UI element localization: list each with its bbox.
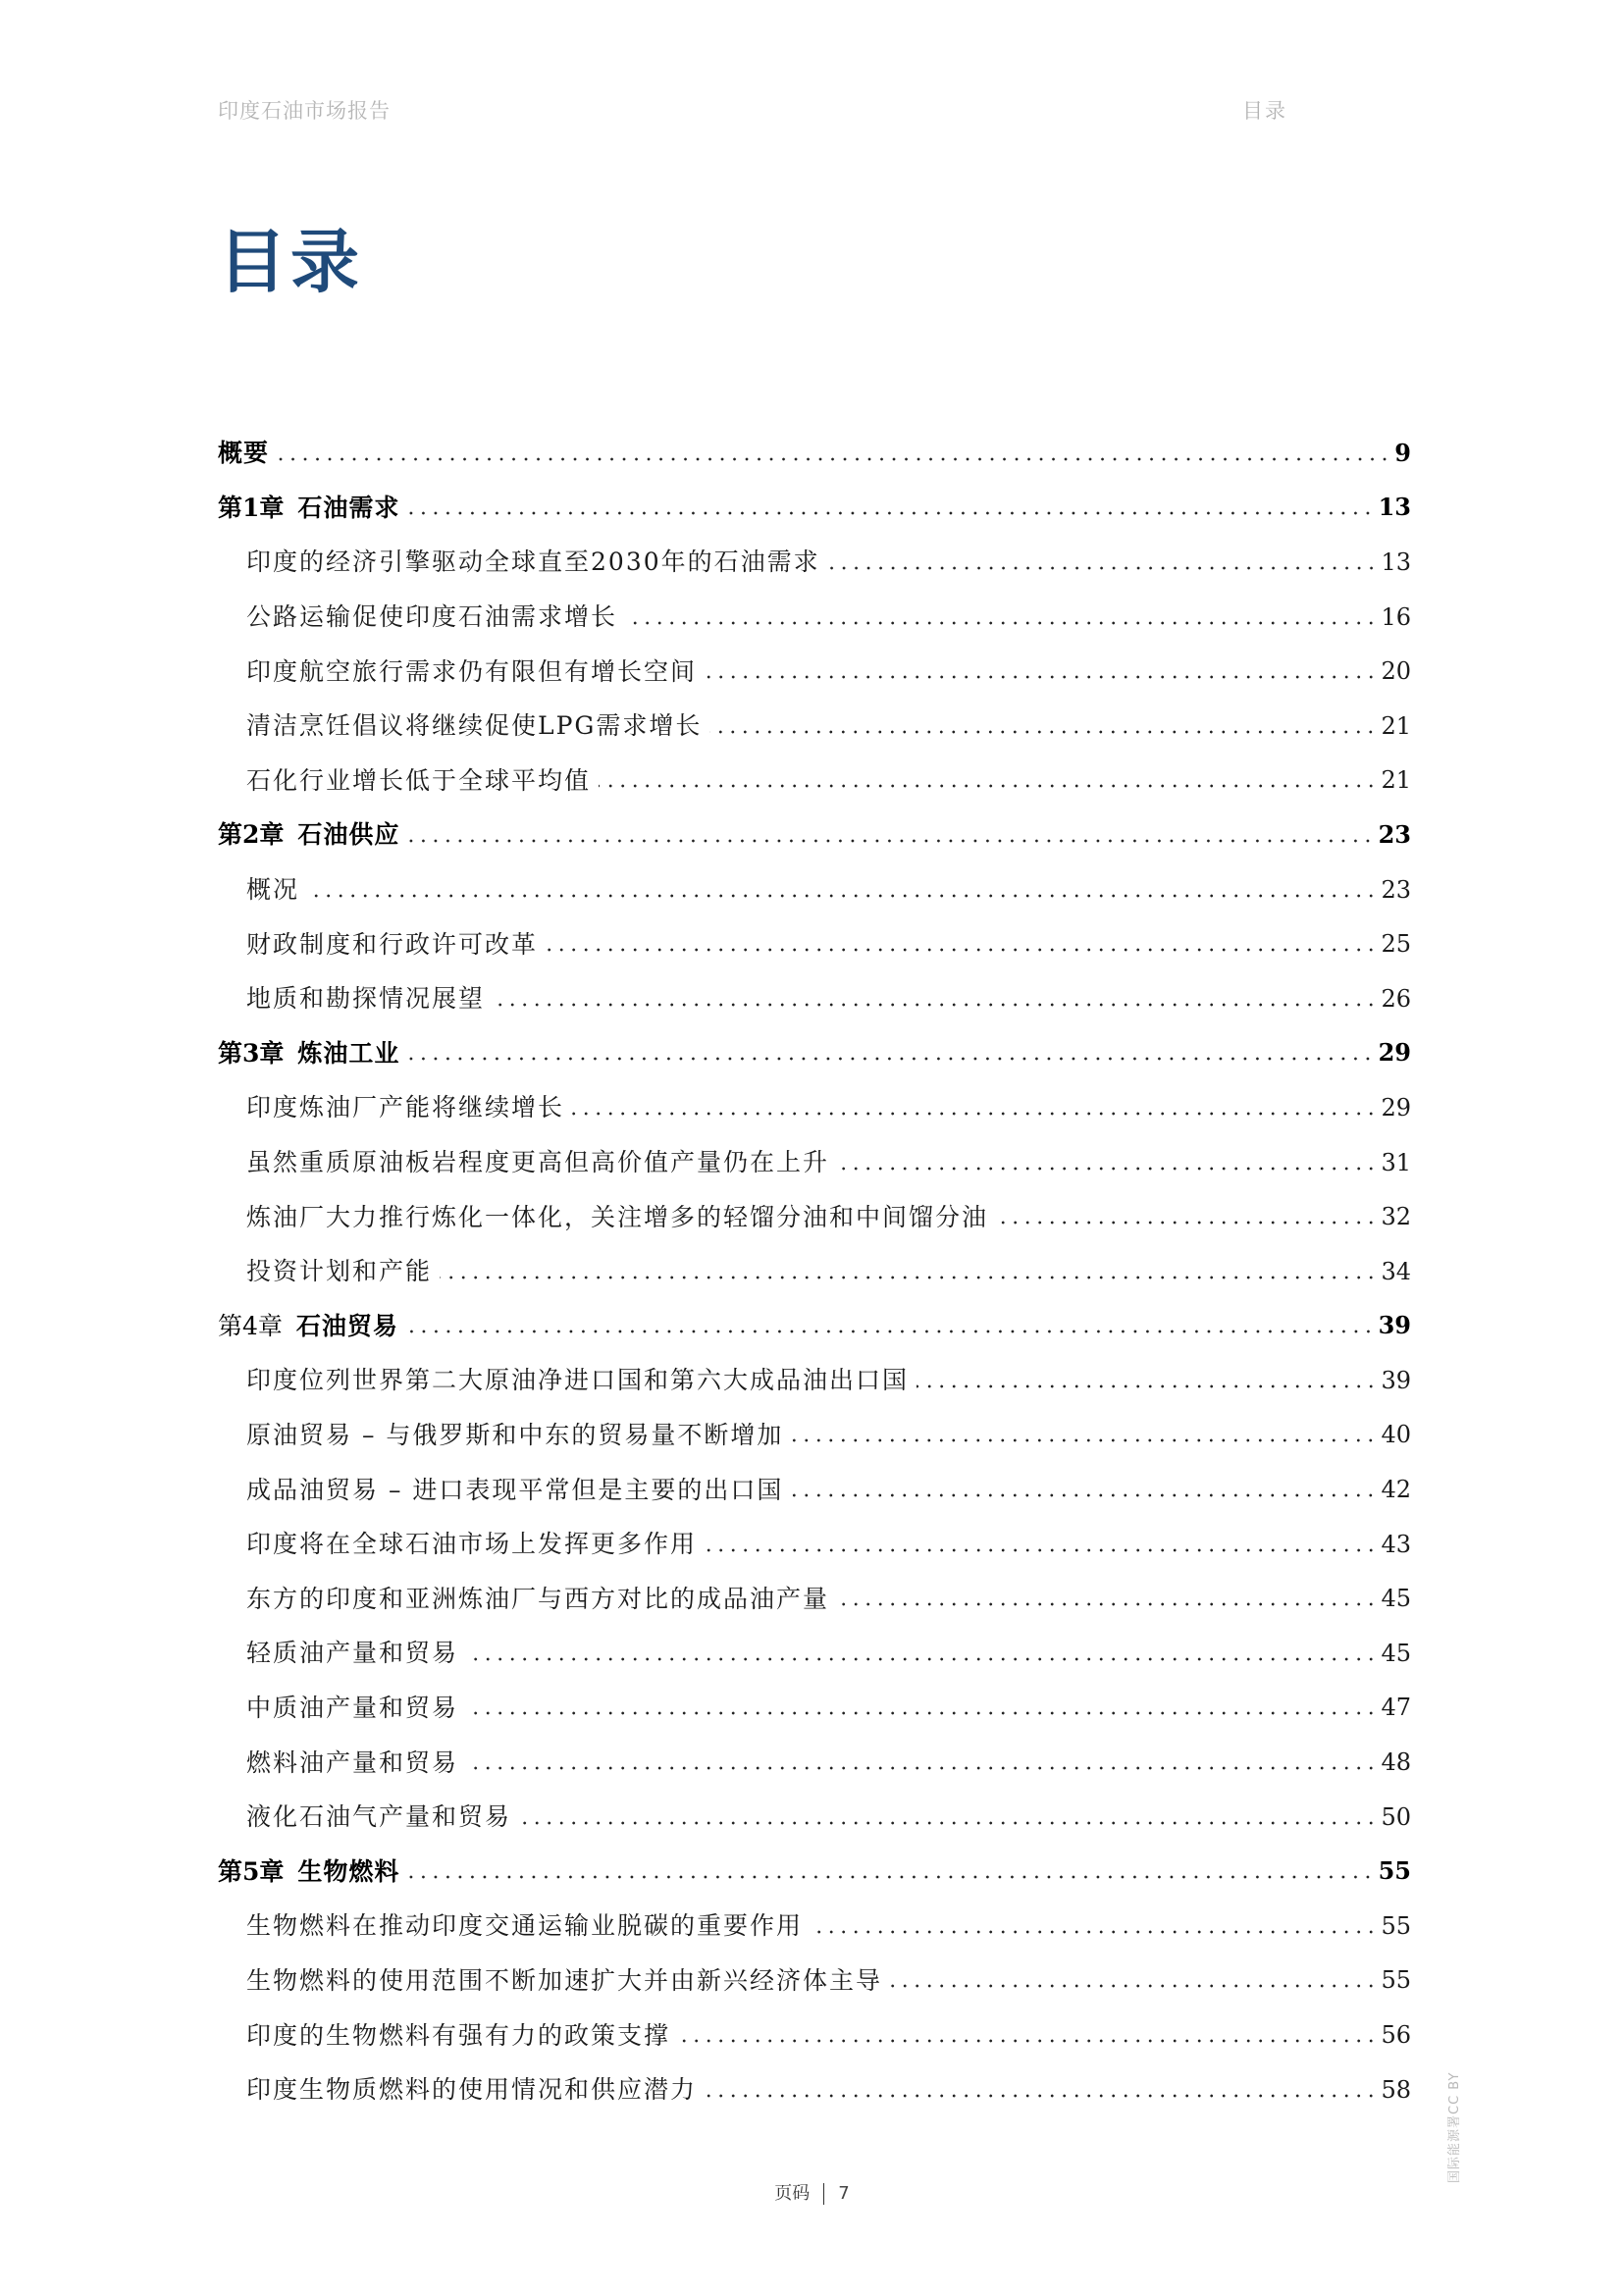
toc-section-entry[interactable] — [218, 535, 1411, 590]
dot-leader — [811, 1929, 1377, 1935]
section-title: 印度炼油厂产能将继续增长 — [246, 1093, 565, 1122]
section-title: 石化行业增长低于全球平均值 — [246, 765, 592, 795]
toc-entry-label — [246, 875, 300, 905]
chapter-number: 第4章 — [218, 1311, 283, 1340]
chapter-number: 第3章 — [218, 1038, 285, 1068]
section-title: 印度将在全球石油市场上发挥更多作用 — [246, 1530, 698, 1559]
toc-section-entry[interactable] — [218, 971, 1411, 1026]
dot-leader — [407, 838, 1374, 844]
toc-entry-label — [218, 493, 400, 522]
toc-section-entry[interactable] — [218, 1790, 1411, 1845]
dot-leader — [705, 2093, 1377, 2099]
dot-leader — [837, 1166, 1377, 1172]
toc-entry-label — [246, 548, 820, 577]
section-title: 液化石油气产量和贸易 — [246, 1802, 512, 1832]
chapter-title: 石油需求 — [297, 493, 400, 522]
toc-page-number[interactable]: 20 — [1381, 657, 1411, 686]
chapter-number: 第5章 — [218, 1856, 285, 1886]
toc-entry-label — [246, 1475, 784, 1504]
toc-chapter-entry[interactable] — [218, 481, 1411, 536]
toc-page-number[interactable]: 55 — [1378, 1856, 1411, 1886]
toc-entry-label — [218, 1856, 400, 1886]
footer-divider — [823, 2183, 824, 2205]
toc-entry-label — [218, 1038, 400, 1068]
section-title: 燃料油产量和贸易 — [246, 1747, 459, 1777]
toc-page-number[interactable]: 45 — [1381, 1585, 1411, 1613]
dot-leader — [705, 674, 1377, 680]
toc-section-entry[interactable] — [218, 1954, 1411, 2008]
toc-entry-label — [246, 1366, 910, 1395]
section-title: 地质和勘探情况展望 — [246, 984, 486, 1014]
dot-leader — [546, 947, 1377, 953]
section-title: 印度的生物燃料有强有力的政策支撑 — [246, 2020, 671, 2050]
dot-leader — [407, 1056, 1374, 1062]
toc-entry-label — [246, 1202, 989, 1231]
toc-entry-label — [246, 602, 618, 632]
toc-section-entry[interactable] — [218, 699, 1411, 754]
toc-page-number[interactable]: 9 — [1394, 438, 1411, 467]
dot-leader — [466, 1656, 1377, 1662]
toc-entry-label — [246, 1095, 564, 1120]
toc-page-number[interactable]: 26 — [1381, 984, 1411, 1013]
chapter-number: 第2章 — [218, 820, 285, 850]
dot-leader — [837, 1601, 1377, 1607]
toc-section-entry[interactable] — [218, 1353, 1411, 1408]
toc-page-number[interactable]: 40 — [1381, 1421, 1411, 1449]
toc-entry-label — [246, 2075, 698, 2105]
toc-entry-label — [246, 1695, 458, 1720]
toc-entry-label — [218, 1311, 398, 1340]
toc-section-entry[interactable] — [218, 1080, 1411, 1135]
dot-leader — [791, 1437, 1377, 1443]
toc-section-entry[interactable] — [218, 1462, 1411, 1517]
toc-page-number[interactable]: 31 — [1381, 1148, 1411, 1176]
dot-leader — [406, 1329, 1375, 1334]
chapter-title: 石油贸易 — [295, 1311, 398, 1340]
toc-chapter-entry[interactable] — [218, 1844, 1411, 1899]
toc-page-number[interactable]: 23 — [1381, 875, 1411, 904]
toc-entry-label — [246, 1747, 459, 1777]
toc-entry-label — [246, 984, 486, 1014]
toc-page-number[interactable]: 13 — [1381, 548, 1411, 576]
section-title: 财政制度和行政许可改革 — [246, 929, 539, 959]
toc-entry-label — [246, 1420, 784, 1449]
toc-entry-label — [246, 1802, 512, 1832]
toc-entry-label — [246, 1911, 804, 1941]
dot-leader — [996, 1220, 1377, 1226]
toc-entry-label — [218, 439, 270, 468]
dot-leader — [407, 510, 1374, 516]
toc-page-number[interactable]: 43 — [1381, 1530, 1411, 1558]
section-title: 生物燃料的使用范围不断加速扩大并由新兴经济体主导 — [246, 1965, 883, 1995]
toc-page-number[interactable]: 23 — [1378, 819, 1411, 849]
section-title: 虽然重质原油板岩程度更高但高价值产量仍在上升 — [246, 1148, 830, 1177]
toc-page-number[interactable]: 29 — [1378, 1038, 1411, 1068]
dot-leader — [277, 456, 1390, 462]
section-title: 生物燃料在推动印度交通运输业脱碳的重要作用 — [246, 1911, 804, 1941]
toc-entry-label — [246, 656, 698, 686]
toc-entry-label — [246, 929, 539, 959]
dot-leader — [599, 783, 1377, 789]
toc-section-entry[interactable] — [218, 1408, 1411, 1463]
section-title: 原油贸易 – 与俄罗斯和中东的贸易量不断增加 — [246, 1420, 784, 1449]
section-title: 清洁烹饪倡议将继续促使LPG需求增长 — [246, 711, 703, 741]
toc-section-entry[interactable] — [218, 1189, 1411, 1244]
chapter-title: 石油供应 — [297, 820, 400, 850]
toc-entry-label — [246, 1639, 459, 1668]
toc-page-number[interactable]: 58 — [1381, 2075, 1411, 2104]
toc-section-entry[interactable] — [218, 1626, 1411, 1681]
dot-leader — [307, 893, 1377, 899]
toc-page-number[interactable]: 13 — [1378, 493, 1411, 522]
toc-section-entry[interactable] — [218, 590, 1411, 645]
dot-leader — [890, 1983, 1377, 1989]
section-title: 东方的印度和亚洲炼油厂与西方对比的成品油产量 — [246, 1584, 830, 1613]
dot-leader — [791, 1492, 1377, 1498]
page-title: 目录 — [218, 221, 363, 302]
dot-leader — [678, 2038, 1377, 2044]
section-title: 成品油贸易 – 进口表现平常但是主要的出口国 — [246, 1475, 784, 1504]
toc-section-entry[interactable] — [218, 1571, 1411, 1626]
toc-section-entry[interactable] — [218, 1735, 1411, 1790]
toc-page-number[interactable]: 34 — [1381, 1257, 1411, 1285]
section-title: 印度航空旅行需求仍有限但有增长空间 — [246, 656, 698, 686]
dot-leader — [466, 1765, 1377, 1771]
toc-entry-label — [246, 1530, 698, 1559]
chapter-title: 概要 — [218, 439, 270, 468]
toc-chapter-entry[interactable] — [218, 426, 1411, 481]
toc-entry-label — [246, 2020, 671, 2050]
section-title: 轻质油产量和贸易 — [246, 1639, 459, 1668]
toc-page-number[interactable]: 42 — [1381, 1476, 1411, 1504]
toc-section-entry[interactable] — [218, 1681, 1411, 1736]
toc-section-entry[interactable] — [218, 1899, 1411, 1954]
toc-page-number[interactable]: 21 — [1381, 711, 1411, 740]
toc-page-number[interactable]: 16 — [1381, 602, 1411, 631]
toc-page-number[interactable]: 29 — [1381, 1093, 1411, 1121]
toc-entry-label — [246, 1148, 830, 1177]
toc-section-entry[interactable] — [218, 2008, 1411, 2062]
running-header-report-title: 印度石油市场报告 — [218, 99, 391, 123]
page-number: 7 — [838, 2183, 850, 2204]
section-title: 印度生物质燃料的使用情况和供应潜力 — [246, 2075, 698, 2105]
toc-entry-label — [246, 711, 703, 741]
toc-section-entry[interactable] — [218, 2062, 1411, 2117]
page-footer — [0, 2179, 1624, 2205]
dot-leader — [466, 1710, 1377, 1716]
section-title: 投资计划和产能 — [246, 1257, 433, 1286]
toc-page-number[interactable]: 48 — [1381, 1748, 1411, 1777]
toc-chapter-entry[interactable] — [218, 808, 1411, 862]
toc-page-number[interactable]: 32 — [1381, 1203, 1411, 1231]
dot-leader — [493, 1002, 1377, 1008]
toc-section-entry[interactable] — [218, 916, 1411, 971]
dot-leader — [705, 1547, 1377, 1553]
toc-section-entry[interactable] — [218, 644, 1411, 699]
section-title: 印度的经济引擎驱动全球直至2030年的石油需求 — [246, 548, 820, 577]
toc-page-number[interactable]: 47 — [1381, 1694, 1411, 1722]
dot-leader — [828, 565, 1378, 571]
chapter-number: 第1章 — [218, 493, 285, 522]
dot-leader — [625, 620, 1377, 626]
dot-leader — [572, 1111, 1377, 1117]
chapter-title: 生物燃料 — [297, 1856, 400, 1886]
toc-entry-label — [246, 1965, 883, 1995]
section-title: 印度位列世界第二大原油净进口国和第六大成品油出口国 — [246, 1366, 910, 1395]
toc-page-number[interactable]: 45 — [1381, 1639, 1411, 1667]
toc-entry-label — [246, 1257, 433, 1286]
toc-page-number[interactable]: 39 — [1378, 1311, 1411, 1340]
toc-section-entry[interactable] — [218, 1244, 1411, 1299]
toc-entry-label — [246, 765, 592, 795]
page-label: 页码 — [774, 2183, 811, 2204]
dot-leader — [440, 1275, 1377, 1280]
section-title: 中质油产量和贸易 — [246, 1693, 459, 1722]
toc-chapter-entry[interactable] — [218, 1299, 1411, 1354]
toc-page-number[interactable]: 25 — [1381, 930, 1411, 959]
dot-leader — [917, 1383, 1377, 1389]
toc-page-number[interactable]: 55 — [1381, 1911, 1411, 1940]
running-header-section: 目录 — [1242, 99, 1287, 123]
toc-chapter-entry[interactable] — [218, 1026, 1411, 1081]
chapter-title: 炼油工业 — [297, 1038, 400, 1068]
dot-leader — [407, 1874, 1374, 1880]
toc-section-entry[interactable] — [218, 1135, 1411, 1190]
toc-section-entry[interactable] — [218, 1517, 1411, 1572]
toc-entry-label — [218, 820, 400, 850]
dot-leader — [519, 1820, 1377, 1826]
table-of-contents — [218, 426, 1411, 2116]
dot-leader — [709, 729, 1377, 735]
toc-page-number[interactable]: 39 — [1381, 1366, 1411, 1394]
section-title: 公路运输促使印度石油需求增长 — [246, 602, 618, 632]
toc-page-number[interactable]: 21 — [1381, 766, 1411, 795]
toc-section-entry[interactable] — [218, 754, 1411, 808]
toc-section-entry[interactable] — [218, 862, 1411, 917]
license-note: 国际能源署CC BY — [1447, 2071, 1462, 2183]
section-title: 炼油厂大力推行炼化一体化，关注增多的轻馏分油和中间馏分油 — [246, 1202, 989, 1231]
toc-entry-label — [246, 1584, 830, 1613]
toc-page-number[interactable]: 50 — [1381, 1802, 1411, 1831]
section-title: 概况 — [246, 875, 300, 905]
toc-page-number[interactable]: 56 — [1381, 2021, 1411, 2050]
toc-page-number[interactable]: 55 — [1381, 1966, 1411, 1995]
